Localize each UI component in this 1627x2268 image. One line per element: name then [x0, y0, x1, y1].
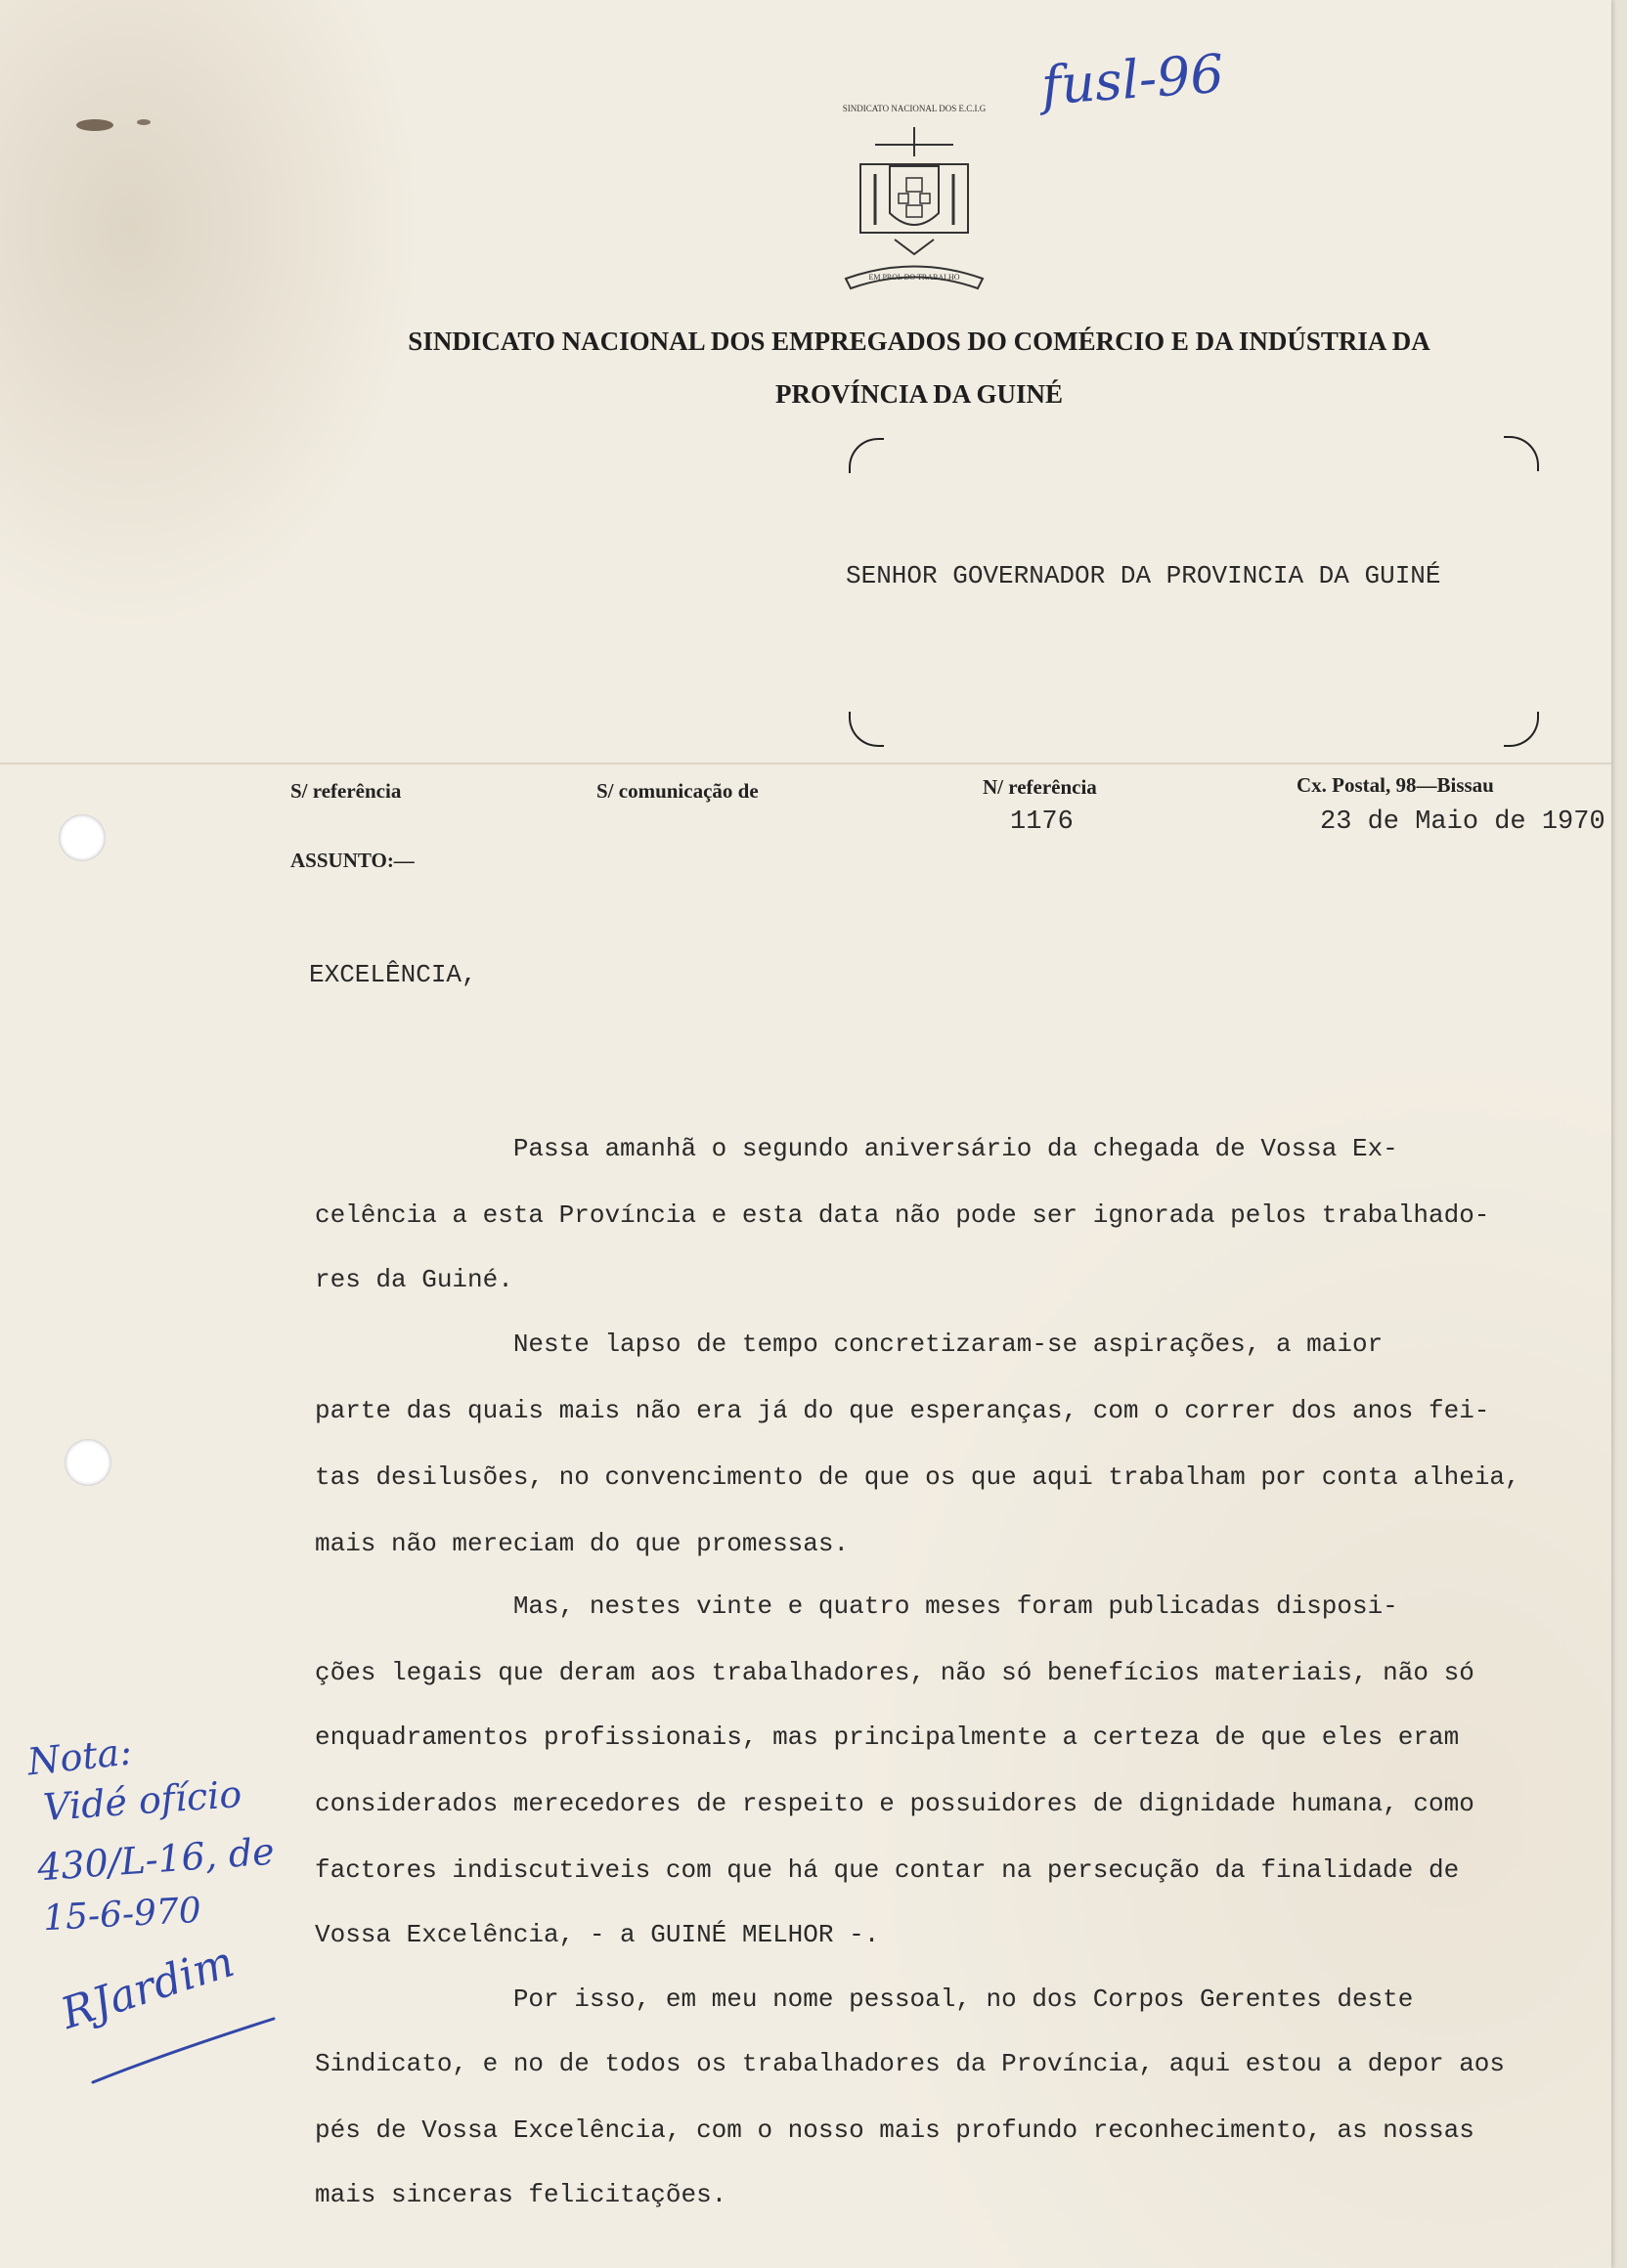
body-line: enquadramentos profissionais, mas principalmente a certeza de que eles eram: [315, 1723, 1460, 1752]
margin-note-date: 15-6-970: [42, 1890, 202, 1940]
body-line: tas desilusões, no convencimento de que os que aqui trabalham por conta alheia,: [315, 1462, 1520, 1492]
body-line: Neste lapso de tempo concretizaram-se aspirações, a maior: [315, 1330, 1384, 1359]
signature-stroke: [88, 2014, 284, 2092]
margin-note-title: Nota:: [24, 1729, 134, 1784]
body-line: parte das quais mais não era já do que esperanças, com o correr dos anos fei-: [315, 1396, 1490, 1425]
stain: [137, 119, 151, 125]
body-line: ções legais que deram aos trabalhadores, não só benefícios materiais, não só: [315, 1658, 1474, 1687]
window-corner: [849, 438, 884, 473]
body-line: Vossa Excelência, - a GUINÉ MELHOR -.: [315, 1920, 880, 1949]
body-line: Por isso, em meu nome pessoal, no dos Corpos Gerentes deste: [315, 1984, 1414, 2014]
letter-date: 23 de Maio de 1970: [1320, 807, 1605, 837]
body-line: mais sinceras felicitações.: [315, 2180, 727, 2209]
body-line: considerados merecedores de respeito e possuidores de dignidade humana, como: [315, 1789, 1474, 1818]
fold-line: [0, 763, 1611, 764]
body-line: Mas, nestes vinte e quatro meses foram publicadas disposi-: [315, 1592, 1398, 1621]
handwritten-reference: fusl-96: [1039, 42, 1226, 117]
org-title-line1: SINDICATO NACIONAL DOS EMPREGADOS DO COMÉRCIO E DA INDÚSTRIA DA: [408, 327, 1430, 356]
body-line: factores indiscutiveis com que há que contar na persecução da finalidade de: [315, 1855, 1460, 1885]
window-corner: [1504, 712, 1539, 747]
body-line: Sindicato, e no de todos os trabalhadores da Província, aqui estou a depor aos: [315, 2049, 1505, 2078]
body-line: Passa amanhã o segundo aniversário da chegada de Vossa Ex-: [315, 1134, 1398, 1163]
margin-note-line: 430/L-16, de: [35, 1829, 276, 1890]
letter-body: [315, 1134, 1605, 2209]
body-line: pés de Vossa Excelência, com o nosso mais profundo reconhecimento, as nossas: [315, 2115, 1474, 2145]
n-ref-value: 1176: [1010, 807, 1074, 837]
logo-banner: EM PROL DO TRABALHO: [868, 273, 960, 282]
salutation: EXCELÊNCIA,: [309, 960, 477, 989]
window-corner: [1504, 436, 1539, 471]
body-line: mais não mereciam do que promessas.: [315, 1529, 850, 1558]
body-line: celência a esta Província e esta data não pode ser ignorada pelos trabalhado-: [315, 1200, 1490, 1230]
addressee: SENHOR GOVERNADOR DA PROVINCIA DA GUINÉ: [846, 561, 1441, 590]
postal-box: Cx. Postal, 98—Bissau: [1297, 773, 1494, 797]
signature: RJardim: [55, 1937, 241, 2039]
s-com-label: S/ comunicação de: [596, 779, 759, 803]
assunto-label: ASSUNTO:—: [290, 849, 415, 872]
union-logo: [836, 98, 992, 293]
window-corner: [849, 712, 884, 747]
n-ref-label: N/ referência: [983, 775, 1097, 799]
margin-note-line: Vidé ofício: [41, 1771, 243, 1830]
logo-top-text: SINDICATO NACIONAL DOS E.C.I.G: [842, 104, 987, 113]
stain: [76, 119, 113, 131]
punch-hole: [65, 1439, 111, 1486]
body-line: res da Guiné.: [315, 1265, 513, 1294]
s-ref-label: S/ referência: [290, 779, 402, 803]
punch-hole: [59, 814, 106, 861]
org-title-line2: PROVÍNCIA DA GUINÉ: [774, 379, 1064, 409]
